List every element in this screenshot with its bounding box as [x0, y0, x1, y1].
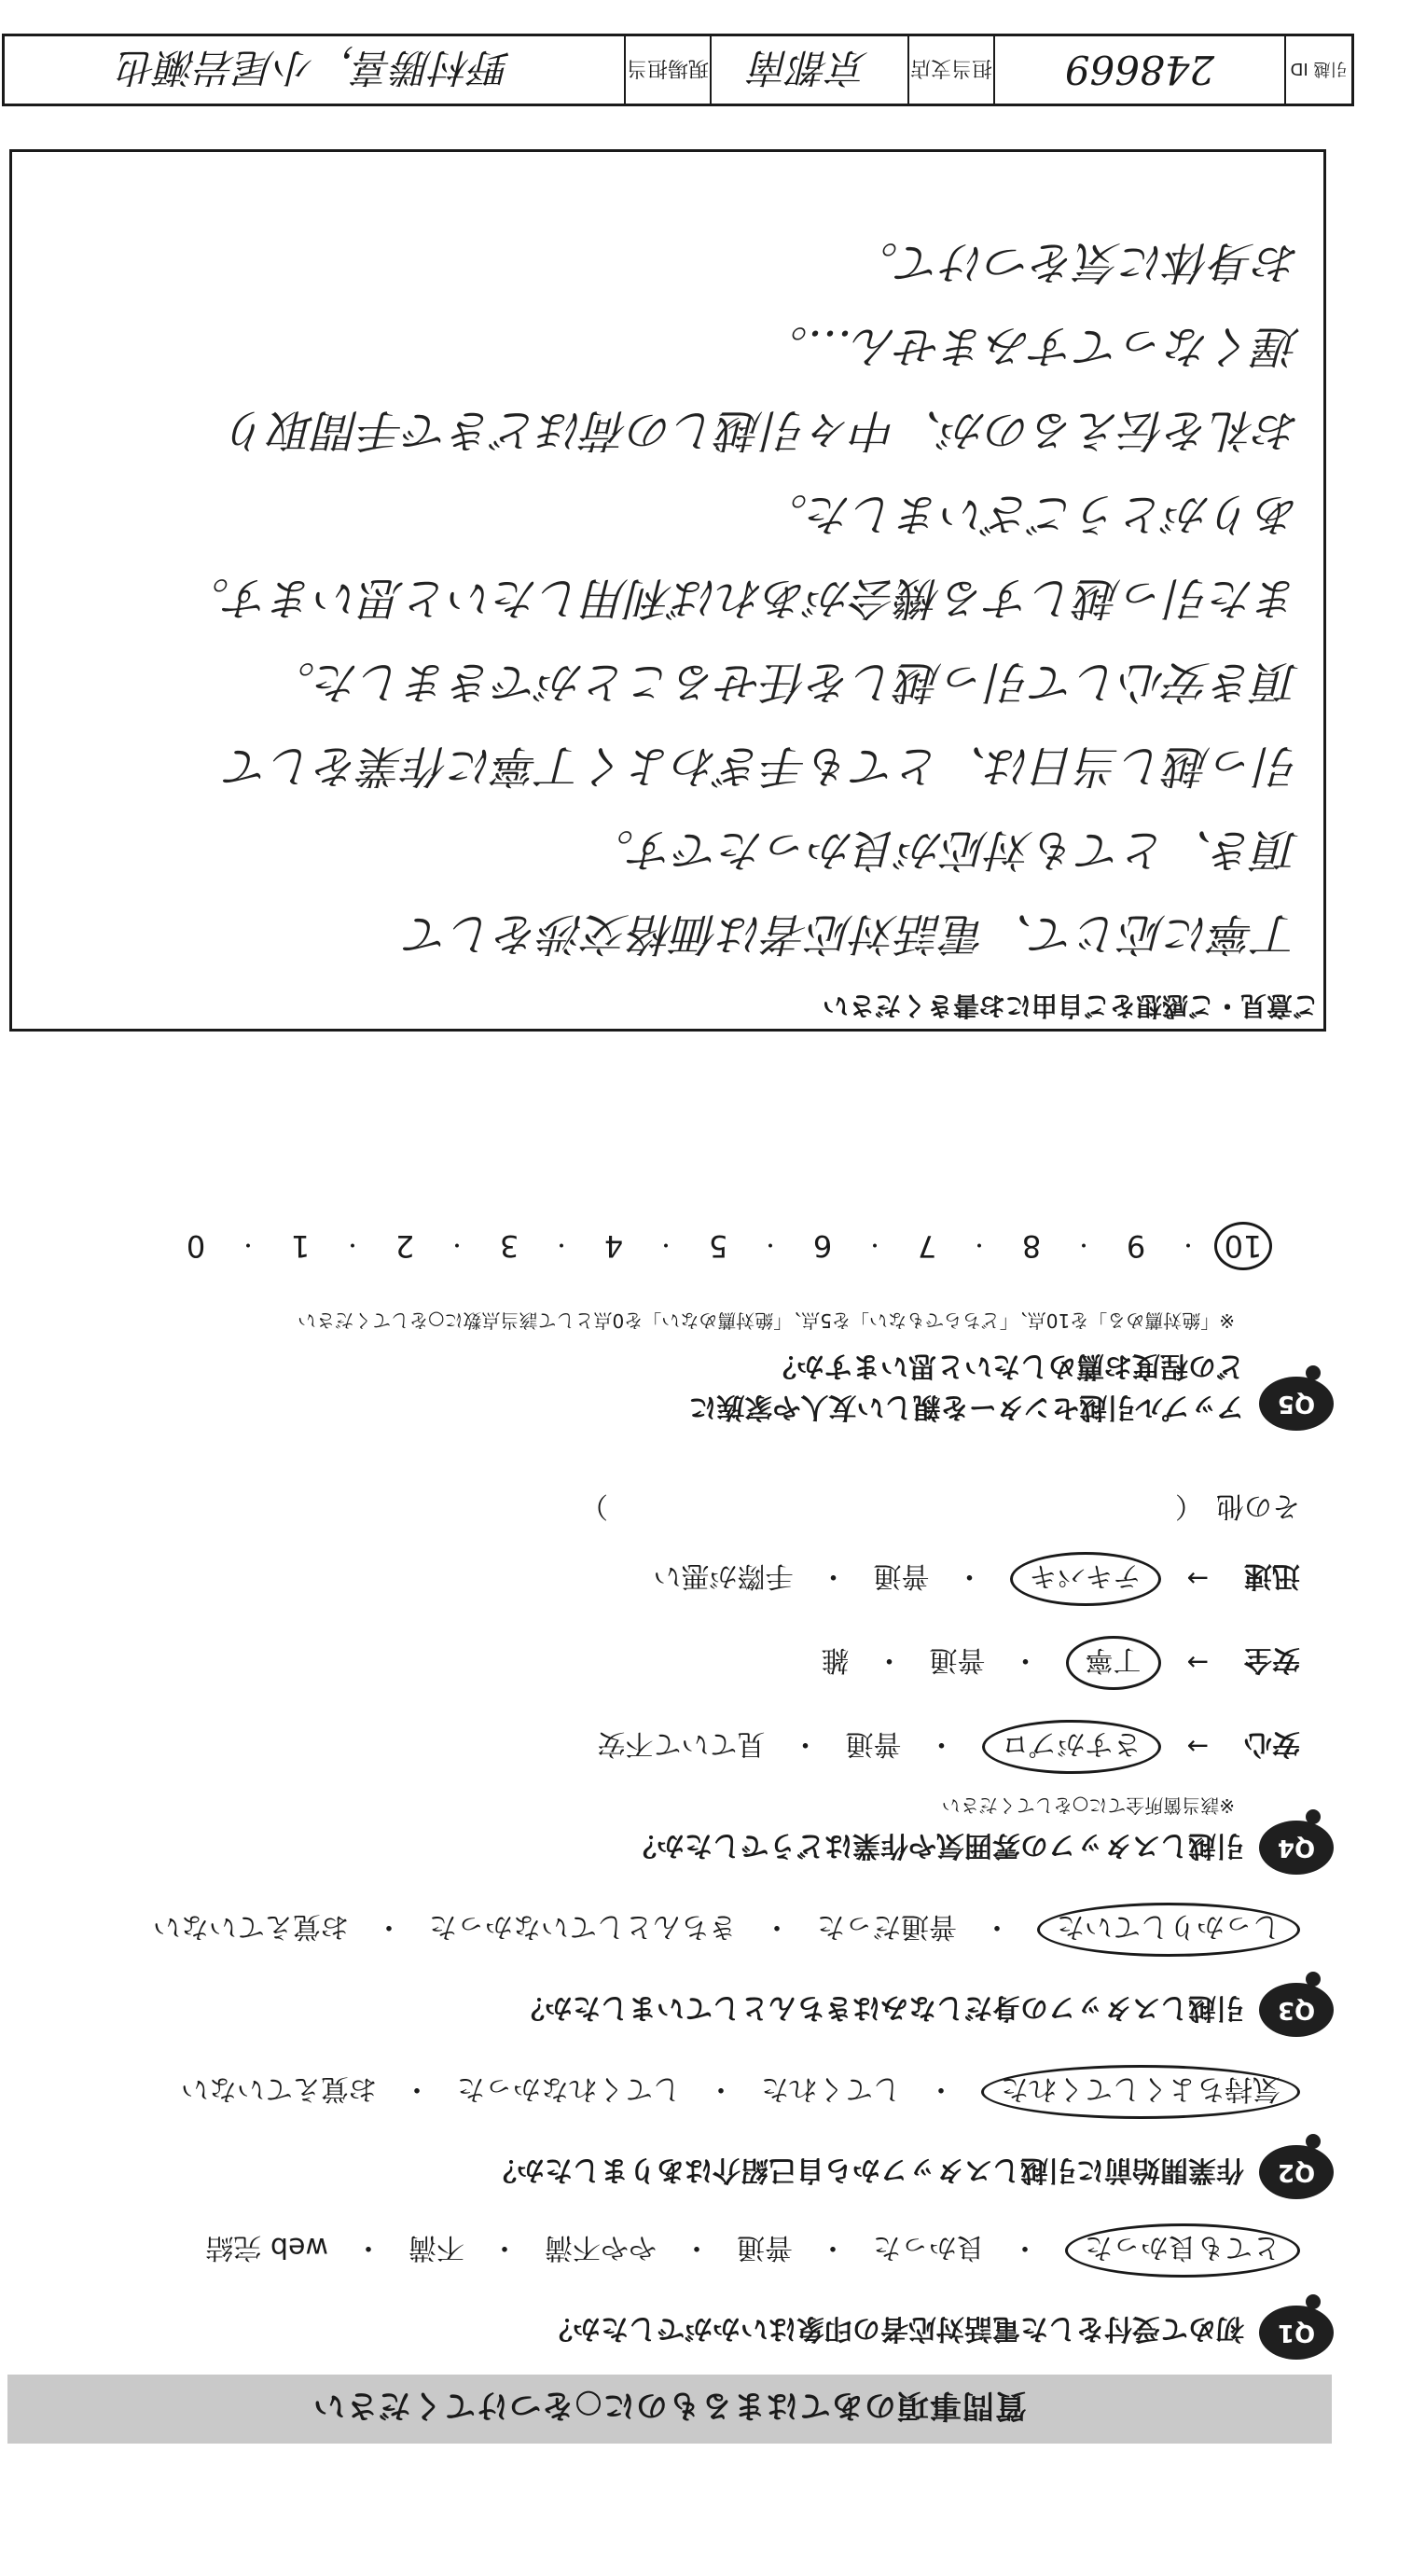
q2-badge: Q2 [1259, 2145, 1334, 2199]
q3-option-1[interactable]: しっかりしていた [1037, 1903, 1300, 1957]
q2-option-2[interactable]: してくれた [761, 2072, 901, 2105]
q5-score-1[interactable]: 1 [290, 1228, 311, 1264]
q4-row-2-option-2[interactable]: 普通 [929, 1643, 986, 1676]
q3-question: 引越しスタッフの身だしなみはきちんとしていましたか？ [517, 1991, 1244, 2024]
q1-badge: Q1 [1259, 2306, 1334, 2360]
comment-line-8: 遅くなってすみません…。 [762, 320, 1300, 372]
q4-row-2-label: 安全 [1244, 1643, 1300, 1676]
q5-score-5[interactable]: 5 [708, 1228, 728, 1264]
footer-table [2, 34, 1354, 106]
q4-note: ※該当箇所全てに○をしてください [941, 1794, 1235, 1817]
q4-other-label: その他 [1216, 1489, 1300, 1522]
comment-line-9: お身体に気をつけて。 [852, 236, 1300, 288]
q3-option-4[interactable]: お覚えていない [153, 1910, 349, 1943]
id-value: 248669 [993, 36, 1284, 104]
q5-score-9[interactable]: 9 [1126, 1228, 1146, 1264]
q4-row-3-label: 迅速 [1244, 1559, 1300, 1592]
instruction-banner [7, 2375, 1332, 2444]
comment-line-3: 引っ越し当日は、とても手ぎわよく丁寧に作業をして [225, 740, 1300, 792]
q5-note: ※「絶対薦める」を10点、「どちらでもない」を5点、「絶対薦めない」を0点として該当点数に○をしてください [298, 1309, 1235, 1332]
q2-option-3[interactable]: してくれなかった [457, 2072, 681, 2105]
q5-score-4[interactable]: 4 [603, 1228, 624, 1264]
q4-row-1-arrow: → [1186, 1731, 1209, 1763]
staff-label: 現場担当 [624, 36, 710, 104]
q4-row-2-option-3[interactable]: 雑 [821, 1643, 850, 1676]
q4-row-3-option-2[interactable]: 普通 [873, 1559, 930, 1592]
instruction-text: 質問事項のあてはまるものに○をつけてください [312, 2387, 1027, 2425]
q4-row-3-arrow: → [1186, 1563, 1209, 1595]
comment-line-5: また引っ越しする機会があれば利用したいと思います。 [184, 572, 1300, 624]
q1-options: とても良かった ・ 良かった ・ 普通 ・ やや不満 ・ 不満 ・ web 完結 [205, 2223, 1300, 2278]
comment-line-1: 丁寧に応じて、電話対応者は価格交渉をして [405, 907, 1300, 960]
id-label: 引越 ID [1284, 36, 1351, 104]
q5-question-line2: どの程度お薦めしたいと思いますか？ [768, 1350, 1244, 1382]
q2-option-1[interactable]: 気持ちよくしてくれた [981, 2065, 1300, 2119]
q4-row-1-option-3[interactable]: 見ていて不安 [597, 1727, 766, 1760]
q5-score-6[interactable]: 6 [812, 1228, 833, 1264]
q4-row-1-option-2[interactable]: 普通 [845, 1727, 902, 1760]
q4-row-2-option-1[interactable]: 丁寧 [1066, 1636, 1161, 1690]
q4-other [580, 1489, 1300, 1530]
q3-option-2[interactable]: 普通だった [817, 1910, 957, 1943]
q4-other-open: （ [1175, 1489, 1203, 1522]
q5-score-10[interactable]: 10 [1214, 1222, 1272, 1270]
q4-badge: Q4 [1259, 1821, 1334, 1875]
comment-line-7: お礼を伝えるのが、中々引越しの荷ほどきで手間取り [225, 404, 1300, 456]
q4-row-anshin: 安心 → さすがプロ ・ 普通 ・ 見ていて不安 [598, 1720, 1300, 1774]
q1-question: 初めて受付をした電話対応者の印象はいかがでしたか？ [545, 2312, 1244, 2345]
q5-score-8[interactable]: 8 [1021, 1228, 1042, 1264]
staff-value: 野村勝喜，小尾岩瀬也 [118, 45, 511, 90]
q4-row-2-arrow: → [1186, 1647, 1209, 1679]
q1-option-5[interactable]: 不満 [408, 2231, 464, 2264]
q1-option-3[interactable]: 普通 [737, 2231, 793, 2264]
comment-title: ご意見・ご感想をご自由にお書きください [822, 990, 1319, 1021]
comment-line-6: ありがとうございました。 [762, 488, 1300, 540]
comment-line-2: 頂き、とても対応が良かったです。 [588, 824, 1300, 876]
q5-question-line1: アップル引越センターを親しい友人や家族に [688, 1391, 1244, 1423]
q3-badge: Q3 [1259, 1983, 1334, 2037]
comment-line-4: 頂き安心して引っ越しを任せることができました。 [270, 656, 1300, 708]
q5-score-0[interactable]: 0 [186, 1228, 206, 1264]
q1-option-2[interactable]: 良かった [873, 2231, 985, 2264]
q4-row-1-label: 安心 [1244, 1727, 1300, 1760]
q1-option-6[interactable]: web 完結 [205, 2231, 328, 2264]
q4-row-1-option-1[interactable]: さすがプロ [982, 1720, 1161, 1774]
q4-other-close: ） [580, 1489, 608, 1522]
q5-score-7[interactable]: 7 [917, 1228, 937, 1264]
q4-question: 引越しスタッフの雰囲気や作業はどうでしたか？ [629, 1829, 1244, 1862]
q4-row-jinsoku: 迅速 → テキパキ ・ 普通 ・ 手際が悪い [654, 1552, 1300, 1606]
q5-badge: Q5 [1259, 1377, 1334, 1431]
q3-options: しっかりしていた ・ 普通だった ・ きちんとしていなかった ・ お覚えていない [153, 1903, 1300, 1957]
q1-option-4[interactable]: やや不満 [545, 2231, 657, 2264]
branch-value: 京都南 [710, 36, 907, 104]
q5-scale: 10 ・ 9 ・ 8 ・ 7 ・ 6 ・ 5 ・ 4 ・ 3 ・ 2 ・ 1 ・ 0 [170, 1222, 1272, 1270]
q4-row-3-option-1[interactable]: テキパキ [1010, 1552, 1161, 1606]
q3-option-3[interactable]: きちんとしていなかった [429, 1910, 737, 1943]
branch-label: 担当支店 [907, 36, 993, 104]
q5-score-3[interactable]: 3 [499, 1228, 519, 1264]
q4-row-3-option-3[interactable]: 手際が悪い [653, 1559, 794, 1592]
q2-options: 気持ちよくしてくれた ・ してくれた ・ してくれなかった ・ お覚えていない [181, 2065, 1300, 2119]
q5-score-2[interactable]: 2 [395, 1228, 415, 1264]
q2-option-4[interactable]: お覚えていない [181, 2072, 377, 2105]
q2-question: 作業開始前に引越しスタッフから自己紹介はありましたか？ [489, 2154, 1244, 2186]
q1-option-1[interactable]: とても良かった [1065, 2223, 1300, 2278]
q4-row-anzen: 安全 → 丁寧 ・ 普通 ・ 雑 [822, 1636, 1300, 1690]
